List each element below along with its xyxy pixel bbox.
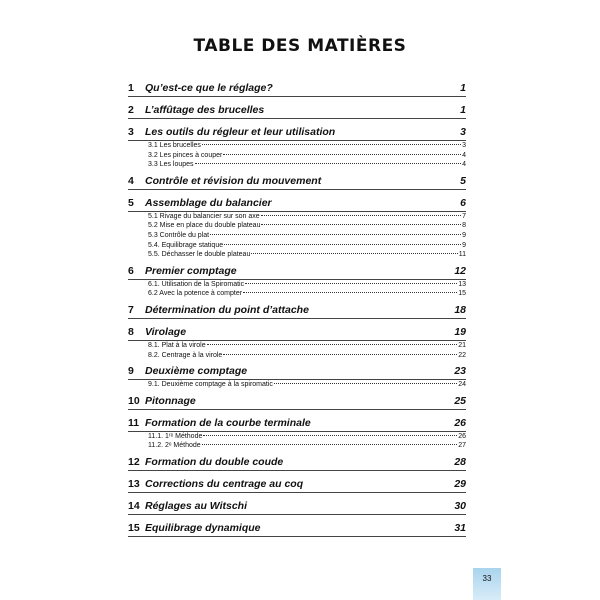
subsection-page: 24 <box>458 381 466 389</box>
section-page: 6 <box>460 196 466 209</box>
section-number: 13 <box>128 477 140 490</box>
toc-subsection-row[interactable] <box>128 441 466 451</box>
section-number: 7 <box>128 303 134 316</box>
toc-subsection-row[interactable] <box>128 221 466 231</box>
dot-leader <box>261 224 461 225</box>
subsection-label: 11.1. 1ʳᵉ Méthode <box>148 432 203 440</box>
dot-leader <box>243 292 457 293</box>
toc-subsection-row[interactable] <box>128 151 466 161</box>
subsection-label: 9.1. Deuxième comptage à la spiromatic <box>148 381 273 389</box>
section-page: 28 <box>454 455 466 468</box>
section-page: 1 <box>460 82 466 94</box>
toc-section <box>128 478 466 493</box>
subsection-label: 5.4. Equilibrage statique <box>148 241 224 249</box>
subsection-page: 15 <box>458 290 466 298</box>
page-title: TABLE DES MATIÈRES <box>193 36 407 56</box>
toc-section-row[interactable] <box>128 104 466 119</box>
toc-section <box>128 417 466 451</box>
toc-section <box>128 326 466 360</box>
section-title: Formation du double coude <box>145 455 284 468</box>
toc-section-row[interactable] <box>128 522 466 537</box>
toc-section-row[interactable] <box>128 197 466 212</box>
toc-section-row[interactable] <box>128 417 466 432</box>
section-number: 14 <box>128 499 140 512</box>
dot-leader <box>245 283 457 284</box>
toc-section <box>128 175 466 190</box>
section-page: 31 <box>454 521 466 534</box>
page-number: 33 <box>482 574 492 583</box>
toc-section <box>128 500 466 515</box>
section-number: 5 <box>128 196 134 209</box>
dot-leader <box>210 234 461 235</box>
toc-subsection-row[interactable] <box>128 160 466 170</box>
toc-section <box>128 265 466 299</box>
dot-leader <box>261 215 461 216</box>
section-number: 9 <box>128 365 134 378</box>
subsection-page: 4 <box>462 151 466 159</box>
toc-subsection-row[interactable] <box>128 250 466 260</box>
section-number: 15 <box>128 521 140 534</box>
toc-section <box>128 304 466 319</box>
section-number: 10 <box>128 394 140 407</box>
dot-leader <box>274 383 457 384</box>
toc-section-row[interactable] <box>128 456 466 471</box>
toc-section-row[interactable] <box>128 175 466 190</box>
subsection-label: 3.1 Les brucelles <box>148 142 201 149</box>
dot-leader <box>203 435 457 436</box>
toc-section-row[interactable] <box>128 126 466 141</box>
toc-section <box>128 104 466 119</box>
section-page: 25 <box>454 394 466 407</box>
section-page: 1 <box>460 104 466 116</box>
subsection-page: 26 <box>458 432 466 440</box>
toc-subsection-row[interactable] <box>128 432 466 442</box>
section-title: L’affûtage des brucelles <box>145 104 265 116</box>
toc-subsection-row[interactable] <box>128 212 466 222</box>
subsection-label: 5.2 Mise en place du double plateau <box>148 222 261 230</box>
toc-section-row[interactable] <box>128 326 466 341</box>
subsection-page: 8 <box>462 222 466 230</box>
section-title: Premier comptage <box>145 264 237 277</box>
toc-subsection-row[interactable] <box>128 280 466 290</box>
dot-leader <box>202 444 458 445</box>
section-title: Détermination du point d’attache <box>145 303 309 316</box>
section-page: 3 <box>460 126 466 138</box>
subsection-label: 3.3 Les loupes <box>148 161 194 169</box>
subsection-page: 21 <box>458 341 466 349</box>
toc-section <box>128 126 466 170</box>
subsection-page: 9 <box>462 231 466 239</box>
subsection-page: 9 <box>462 241 466 249</box>
toc-subsection-row[interactable] <box>128 351 466 361</box>
section-page: 26 <box>454 416 466 429</box>
dot-leader <box>223 154 461 155</box>
section-page: 19 <box>454 325 466 338</box>
section-number: 11 <box>128 416 140 429</box>
subsection-label: 5.1 Rivage du balancier sur son axe <box>148 212 260 220</box>
toc-subsection-row[interactable] <box>128 241 466 251</box>
dot-leader <box>251 253 457 254</box>
toc-section <box>128 82 466 97</box>
subsection-label: 11.2. 2ᵉ Méthode <box>148 442 201 450</box>
section-number: 12 <box>128 455 140 468</box>
section-title: Equilibrage dynamique <box>145 521 261 534</box>
subsection-page: 13 <box>458 280 466 288</box>
section-number: 4 <box>128 174 134 187</box>
subsection-page: 3 <box>462 142 466 149</box>
toc-section-row[interactable] <box>128 265 466 280</box>
section-title: Deuxième comptage <box>145 365 248 378</box>
toc-section <box>128 365 466 390</box>
section-number: 1 <box>128 82 134 94</box>
section-title: Corrections du centrage au coq <box>145 477 304 490</box>
toc-section-row[interactable] <box>128 395 466 410</box>
toc-section-row[interactable] <box>128 82 466 97</box>
section-number: 6 <box>128 264 134 277</box>
subsection-label: 6.1. Utilisation de la Spiromatic <box>148 280 245 288</box>
section-number: 2 <box>128 104 134 116</box>
toc-section <box>128 395 466 410</box>
section-title: Qu’est-ce que le réglage? <box>145 82 273 94</box>
subsection-label: 6.2 Avec la potence à compter <box>148 290 243 298</box>
page-number-tab <box>473 568 501 600</box>
toc-subsection-row[interactable] <box>128 231 466 241</box>
section-page: 12 <box>454 264 466 277</box>
section-title: Contrôle et révision du mouvement <box>145 174 322 187</box>
subsection-page: 11 <box>458 251 466 259</box>
section-page: 29 <box>454 477 466 490</box>
dot-leader <box>224 244 461 245</box>
subsection-label: 8.1. Plat à la virole <box>148 341 206 349</box>
subsection-page: 7 <box>462 212 466 220</box>
section-title: Les outils du régleur et leur utilisation <box>145 126 336 138</box>
toc-section-row[interactable] <box>128 478 466 493</box>
toc-section-row[interactable] <box>128 365 466 380</box>
dot-leader <box>207 344 458 345</box>
toc-section <box>128 456 466 471</box>
toc-section <box>128 197 466 260</box>
section-title: Assemblage du balancier <box>145 196 272 209</box>
subsection-label: 5.3 Contrôle du plat <box>148 231 210 239</box>
toc-subsection-row[interactable] <box>128 380 466 390</box>
toc-subsection-row[interactable] <box>128 141 466 151</box>
dot-leader <box>202 144 461 145</box>
section-page: 18 <box>454 303 466 316</box>
subsection-label: 8.2. Centrage à la virole <box>148 351 223 359</box>
section-page: 5 <box>460 174 466 187</box>
section-page: 30 <box>454 499 466 512</box>
toc-section-row[interactable] <box>128 500 466 515</box>
table-of-contents <box>128 82 466 544</box>
dot-leader <box>195 163 462 164</box>
toc-subsection-row[interactable] <box>128 289 466 299</box>
toc-subsection-row[interactable] <box>128 341 466 351</box>
section-title: Virolage <box>145 325 187 338</box>
toc-section <box>128 522 466 537</box>
section-number: 3 <box>128 126 134 138</box>
subsection-page: 4 <box>462 161 466 169</box>
dot-leader <box>223 354 457 355</box>
subsection-page: 22 <box>458 351 466 359</box>
subsection-label: 3.2 Les pinces à couper <box>148 151 223 159</box>
toc-section-row[interactable] <box>128 304 466 319</box>
section-title: Formation de la courbe terminale <box>145 416 311 429</box>
subsection-page: 27 <box>458 442 466 450</box>
subsection-label: 5.5. Déchasser le double plateau <box>148 251 251 259</box>
section-title: Pitonnage <box>145 394 196 407</box>
section-page: 23 <box>454 365 466 378</box>
section-number: 8 <box>128 325 134 338</box>
section-title: Réglages au Witschi <box>145 499 248 512</box>
